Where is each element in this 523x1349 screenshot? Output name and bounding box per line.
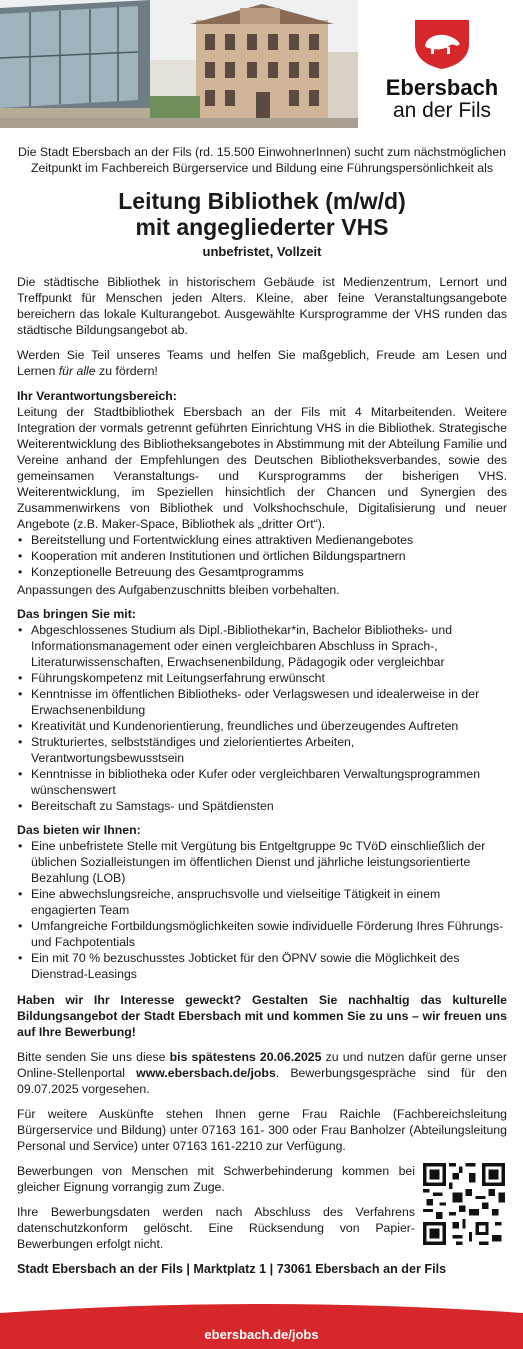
header xyxy=(0,0,523,128)
offer-list xyxy=(17,838,507,982)
list-item: • Kreativität und Kundenorientierung, freundliches und überzeugendes Auftreten xyxy=(17,718,507,734)
apply-text-3: . Bewerbungsgespräche sind für den 09.07.2025 vorgesehen. xyxy=(17,1066,508,1096)
employment-type: unbefristet, Vollzeit xyxy=(202,244,322,259)
requirements-heading: Das bringen Sie mit: xyxy=(17,607,136,621)
library-description: Die städtische Bibliothek in historischem Gebäude ist Medienzentrum, Lernort und Treffpunkt für Menschen jeden Alters. Kleine, aber feine Veranstaltungsangebote bereichern das lokale Kulturangebot. Ausgewählte Kursprogramme der VHS runden das städtische Bildungsangebot ab. xyxy=(17,275,507,337)
qr-block xyxy=(17,1163,507,1252)
requirements-list xyxy=(17,622,507,814)
list-item: • Bereitstellung und Fortentwicklung eines attraktiven Medienangebotes xyxy=(17,532,507,548)
job-portal-link[interactable]: www.ebersbach.de/jobs xyxy=(136,1066,276,1080)
disability-note: Bewerbungen von Menschen mit Schwerbehinderung kommen bei gleicher Eignung vorrangig zum Zuge. xyxy=(17,1164,415,1194)
list-item: • Strukturiertes, selbstständiges und zielorientiertes Arbeiten, Verantwortungsbewusstsein xyxy=(17,734,507,766)
offer-heading: Das bieten wir Ihnen: xyxy=(17,823,141,837)
list-item: • Kooperation mit anderen Institutionen und örtlichen Bildungspartnern xyxy=(17,548,507,564)
responsibility-list xyxy=(17,532,507,580)
logo-subtitle: an der Fils xyxy=(392,99,492,122)
ebersbach-logo xyxy=(372,18,512,128)
intro-text: Die Stadt Ebersbach an der Fils (rd. 15.500 EinwohnerInnen) sucht zum nächstmöglichen Zeitpunkt im Fachbereich Bürgerservice und Bildung eine Führungspersönlichkeit als xyxy=(17,145,507,175)
application-deadline: bis spätestens 20.06.2025 xyxy=(169,1050,322,1064)
logo-name: Ebersbach xyxy=(385,75,499,100)
team-invitation-emphasis: für alle xyxy=(58,364,96,378)
footer xyxy=(0,1301,523,1349)
list-item: • Führungskompetenz mit Leitungserfahrung erwünscht xyxy=(17,670,507,686)
responsibility-note: Anpassungen des Aufgabenzuschnitts bleiben vorbehalten. xyxy=(17,583,340,597)
team-invitation-text: Werden Sie Teil unseres Teams und helfen Sie maßgeblich, Freude am Lesen und Lernen xyxy=(17,348,507,378)
list-item: • Umfangreiche Fortbildungsmöglichkeiten sowie individuelle Förderung Ihres Führungs- und Fachpotentials xyxy=(17,918,507,950)
call-to-action: Haben wir Ihr Interesse geweckt? Gestalten Sie nachhaltig das kulturelle Bildungsangebot der Stadt Ebersbach mit und kommen Sie zu uns – wir freuen uns auf Ihre Bewerbung! xyxy=(17,993,507,1039)
list-item: • Eine unbefristete Stelle mit Vergütung bis Entgeltgruppe 9c TVöD einschließlich der üblichen Sozialleistungen im öffentlichen Dienst und jährliche leistungsorientierte Bezahlung (LOB) xyxy=(17,838,507,886)
job-title-line1: Leitung Bibliothek (m/w/d) xyxy=(118,188,406,214)
list-item: • Kenntnisse in bibliotheka oder Kufer oder vergleichbaren Verwaltungsprogrammen wünschenswert xyxy=(17,766,507,798)
list-item: • Kenntnisse im öffentlichen Bibliotheks- oder Verlagswesen und idealerweise in der Erwachsenenbildung xyxy=(17,686,507,718)
application-instructions xyxy=(17,1049,507,1097)
town-hall-photo xyxy=(0,0,358,128)
ebersbach-boar-shield-icon xyxy=(413,18,471,70)
list-item: • Eine abwechslungsreiche, anspruchsvolle und vielseitige Tätigkeit in einem engagierten Team xyxy=(17,886,507,918)
qr-code-icon[interactable] xyxy=(423,1163,505,1245)
list-item: • Abgeschlossenes Studium als Dipl.-Bibliothekar*in, Bachelor Bibliotheks- und Informationsmanagement oder einen vergleichbaren Abschluss in Sprach-, Literaturwissenschaften, Erwachsenenbildung, Pädagogik oder vergleichbar xyxy=(17,622,507,670)
apply-text-2: zu und nutzen dafür gerne unser Online-Stellenportal xyxy=(17,1050,507,1080)
responsibility-text: Leitung der Stadtbibliothek Ebersbach an der Fils mit 4 Mitarbeitenden. Weitere Integration der vormals getrennt geführten Einrichtung VHS in die Bibliothek. Strategische Weiterentwicklung des Bibliotheksangebotes in Abstimmung mit der Abteilung Familie und Vereine anhand der Empfehlungen des Deutschen Bibliotheksverbandes, sowie des gemeinsamen Veranstaltungs- und Kursprogramms der bisherigen VHS. Weiterentwicklung, im Speziellen hinsichtlich der Chancen und Synergien des Zusammenwirkens von Bibliothek und Volkshochschule, Digitalisierung und neuer Angebote (z.B. Maker-Space, Bibliothek als „dritter Ort“). xyxy=(17,405,507,531)
job-title-line2: mit angegliederter VHS xyxy=(135,214,389,240)
responsibility-heading: Ihr Verantwortungsbereich: xyxy=(17,389,177,403)
apply-text-1: Bitte senden Sie uns diese xyxy=(17,1050,170,1064)
list-item: • Konzeptionelle Betreuung des Gesamtprogramms xyxy=(17,564,507,580)
team-invitation-end: zu fördern! xyxy=(95,364,158,378)
address-line: Stadt Ebersbach an der Fils | Marktplatz 1 | 73061 Ebersbach an der Fils xyxy=(17,1262,447,1276)
job-title xyxy=(17,188,507,240)
team-invitation xyxy=(17,347,507,379)
contact-info: Für weitere Auskünfte stehen Ihnen gerne Frau Raichle (Fachbereichsleitung Bürgerservice und Bildung) unter 07163 161- 300 oder Frau Banholzer (Abteilungsleitung Personal und Service) unter 07163 161-2210 zur Verfügung. xyxy=(17,1107,507,1153)
list-item: • Bereitschaft zu Samstags- und Spätdiensten xyxy=(17,798,507,814)
privacy-note: Ihre Bewerbungsdaten werden nach Abschluss des Verfahrens datenschutzkonform gelöscht. Eine Rücksendung von Papier-Bewerbungen erfolgt nicht. xyxy=(17,1205,415,1251)
job-ad-content xyxy=(17,144,507,1277)
footer-jobs-link[interactable]: ebersbach.de/jobs xyxy=(204,1327,319,1342)
list-item: • Ein mit 70 % bezuschusstes Jobticket für den ÖPNV sowie die Möglichkeit des Dienstrad-Leasings xyxy=(17,950,507,982)
